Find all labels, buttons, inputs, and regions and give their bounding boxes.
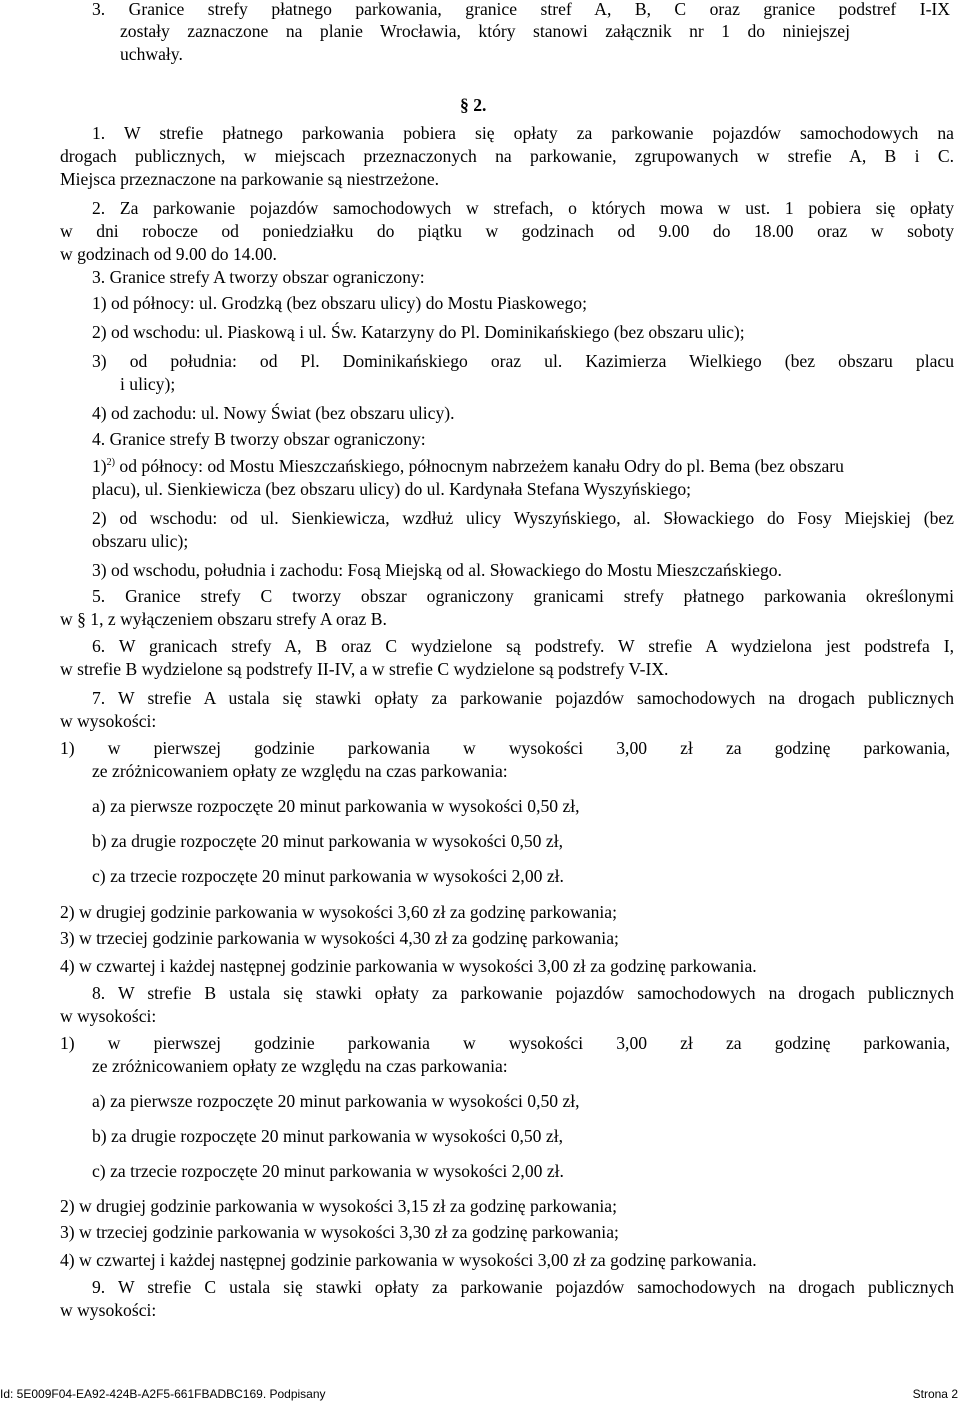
footnote-marker: 2) bbox=[106, 457, 115, 469]
s2-line-1: 2. Za parkowanie pojazdów samochodowych w strefach, o których mowa w ust. 1 pobiera się opłaty bbox=[92, 198, 954, 218]
s8-item-4: 4) w czwartej i każdej następnej godzinie parkowania w wysokości 3,00 zł za godzinę parkowania. bbox=[60, 1250, 757, 1270]
s6-line-1: 6. W granicach strefy A, B oraz C wydzielone są podstrefy. W strefie A wydzielona jest podstrefa I, bbox=[92, 636, 954, 656]
s8-item-3: 3) w trzeciej godzinie parkowania w wysokości 3,30 zł za godzinę parkowania; bbox=[60, 1222, 619, 1242]
s4-item-2-line-2: obszaru ulic); bbox=[92, 531, 189, 551]
s4-heading: 4. Granice strefy B tworzy obszar ograniczony: bbox=[92, 429, 426, 449]
s5-line-1: 5. Granice strefy C tworzy obszar ograniczony granicami strefy płatnego parkowania określonymi bbox=[92, 586, 954, 606]
paragraph-3-line-1: 3. Granice strefy płatnego parkowania, granice stref A, B, C oraz granice podstref I-IX bbox=[92, 0, 950, 19]
s7-line-1: 7. W strefie A ustala się stawki opłaty za parkowanie pojazdów samochodowych na drogach publicznych bbox=[92, 688, 954, 708]
s6-line-2: w strefie B wydzielone są podstrefy II-IV, a w strefie C wydzielone są podstrefy V-IX. bbox=[60, 659, 669, 679]
s7-item-1-line-1: 1) w pierwszej godzinie parkowania w wysokości 3,00 zł za godzinę parkowania, bbox=[60, 738, 950, 758]
s8-line-1: 8. W strefie B ustala się stawki opłaty za parkowanie pojazdów samochodowych na drogach publicznych bbox=[92, 983, 954, 1003]
s4-item-3: 3) od wschodu, południa i zachodu: Fosą Miejską od al. Słowackiego do Mostu Mieszczańskiego. bbox=[92, 560, 782, 580]
s2-line-3: w godzinach od 9.00 do 14.00. bbox=[60, 244, 277, 264]
s7-subitem-c: c) za trzecie rozpoczęte 20 minut parkowania w wysokości 2,00 zł. bbox=[92, 866, 564, 886]
s4-item-1-line-2: placu), ul. Sienkiewicza (bez obszaru ulicy) do ul. Kardynała Stefana Wyszyńskiego; bbox=[92, 479, 692, 499]
s1-line-2: drogach publicznych, w miejscach przeznaczonych na parkowanie, zgrupowanych w strefie A, B i C. bbox=[60, 146, 954, 166]
s8-subitem-b: b) za drugie rozpoczęte 20 minut parkowania w wysokości 0,50 zł, bbox=[92, 1126, 563, 1146]
document-id-footer: Id: 5E009F04-EA92-424B-A2F5-661FBADBC169. Podpisany bbox=[0, 1387, 326, 1401]
s2-line-2: w dni robocze od poniedziałku do piątku w godzinach od 9.00 do 18.00 oraz w soboty bbox=[60, 221, 954, 241]
s8-line-2: w wysokości: bbox=[60, 1006, 157, 1026]
s7-item-1-line-2: ze zróżnicowaniem opłaty ze względu na czas parkowania: bbox=[92, 761, 508, 781]
s8-item-1-line-2: ze zróżnicowaniem opłaty ze względu na czas parkowania: bbox=[92, 1056, 508, 1076]
s3-item-3-line-2: i ulicy); bbox=[120, 374, 176, 394]
s4-item-1-text: od północy: od Mostu Mieszczańskiego, północnym nabrzeżem kanału Odry do pl. Bema (bez obszaru bbox=[115, 456, 844, 476]
s9-line-1: 9. W strefie C ustala się stawki opłaty za parkowanie pojazdów samochodowych na drogach publicznych bbox=[92, 1277, 954, 1297]
s8-item-1-line-1: 1) w pierwszej godzinie parkowania w wysokości 3,00 zł za godzinę parkowania, bbox=[60, 1033, 950, 1053]
paragraph-3-line-2: zostały zaznaczone na planie Wrocławia, który stanowi załącznik nr 1 do niniejszej bbox=[120, 21, 850, 41]
s3-item-3-line-1: 3) od południa: od Pl. Dominikańskiego oraz ul. Kazimierza Wielkiego (bez obszaru placu bbox=[92, 351, 954, 371]
s7-line-2: w wysokości: bbox=[60, 711, 157, 731]
s3-item-4: 4) od zachodu: ul. Nowy Świat (bez obszaru ulicy). bbox=[92, 403, 455, 423]
page-number: Strona 2 bbox=[912, 1387, 958, 1401]
s4-item-1-line-1 bbox=[92, 455, 844, 477]
s3-item-1: 1) od północy: ul. Grodzką (bez obszaru ulicy) do Mostu Piaskowego; bbox=[92, 293, 587, 313]
s1-line-3: Miejsca przeznaczone na parkowanie są niestrzeżone. bbox=[60, 169, 440, 189]
s7-subitem-b: b) za drugie rozpoczęte 20 minut parkowania w wysokości 0,50 zł, bbox=[92, 831, 563, 851]
s3-item-2: 2) od wschodu: ul. Piaskową i ul. Św. Katarzyny do Pl. Dominikańskiego (bez obszaru ulic); bbox=[92, 322, 745, 342]
s5-line-2: w § 1, z wyłączeniem obszaru strefy A oraz B. bbox=[60, 609, 387, 629]
s9-line-2: w wysokości: bbox=[60, 1300, 157, 1320]
s8-item-2: 2) w drugiej godzinie parkowania w wysokości 3,15 zł za godzinę parkowania; bbox=[60, 1196, 617, 1216]
s4-item-1-number: 1) bbox=[92, 456, 107, 476]
s7-item-2: 2) w drugiej godzinie parkowania w wysokości 3,60 zł za godzinę parkowania; bbox=[60, 902, 617, 922]
s4-item-2-line-1: 2) od wschodu: od ul. Sienkiewicza, wzdłuż ulicy Wyszyńskiego, al. Słowackiego do Fosy Miejskiej (bez bbox=[92, 508, 954, 528]
s8-subitem-a: a) za pierwsze rozpoczęte 20 minut parkowania w wysokości 0,50 zł, bbox=[92, 1091, 580, 1111]
s7-item-3: 3) w trzeciej godzinie parkowania w wysokości 4,30 zł za godzinę parkowania; bbox=[60, 928, 619, 948]
s3-heading: 3. Granice strefy A tworzy obszar ograniczony: bbox=[92, 267, 425, 287]
s7-item-4: 4) w czwartej i każdej następnej godzinie parkowania w wysokości 3,00 zł za godzinę parkowania. bbox=[60, 956, 757, 976]
paragraph-3-line-3: uchwały. bbox=[120, 44, 183, 64]
s7-subitem-a: a) za pierwsze rozpoczęte 20 minut parkowania w wysokości 0,50 zł, bbox=[92, 796, 580, 816]
section-heading: § 2. bbox=[460, 95, 487, 115]
s1-line-1: 1. W strefie płatnego parkowania pobiera się opłaty za parkowanie pojazdów samochodowych na bbox=[92, 123, 954, 143]
s8-subitem-c: c) za trzecie rozpoczęte 20 minut parkowania w wysokości 2,00 zł. bbox=[92, 1161, 564, 1181]
